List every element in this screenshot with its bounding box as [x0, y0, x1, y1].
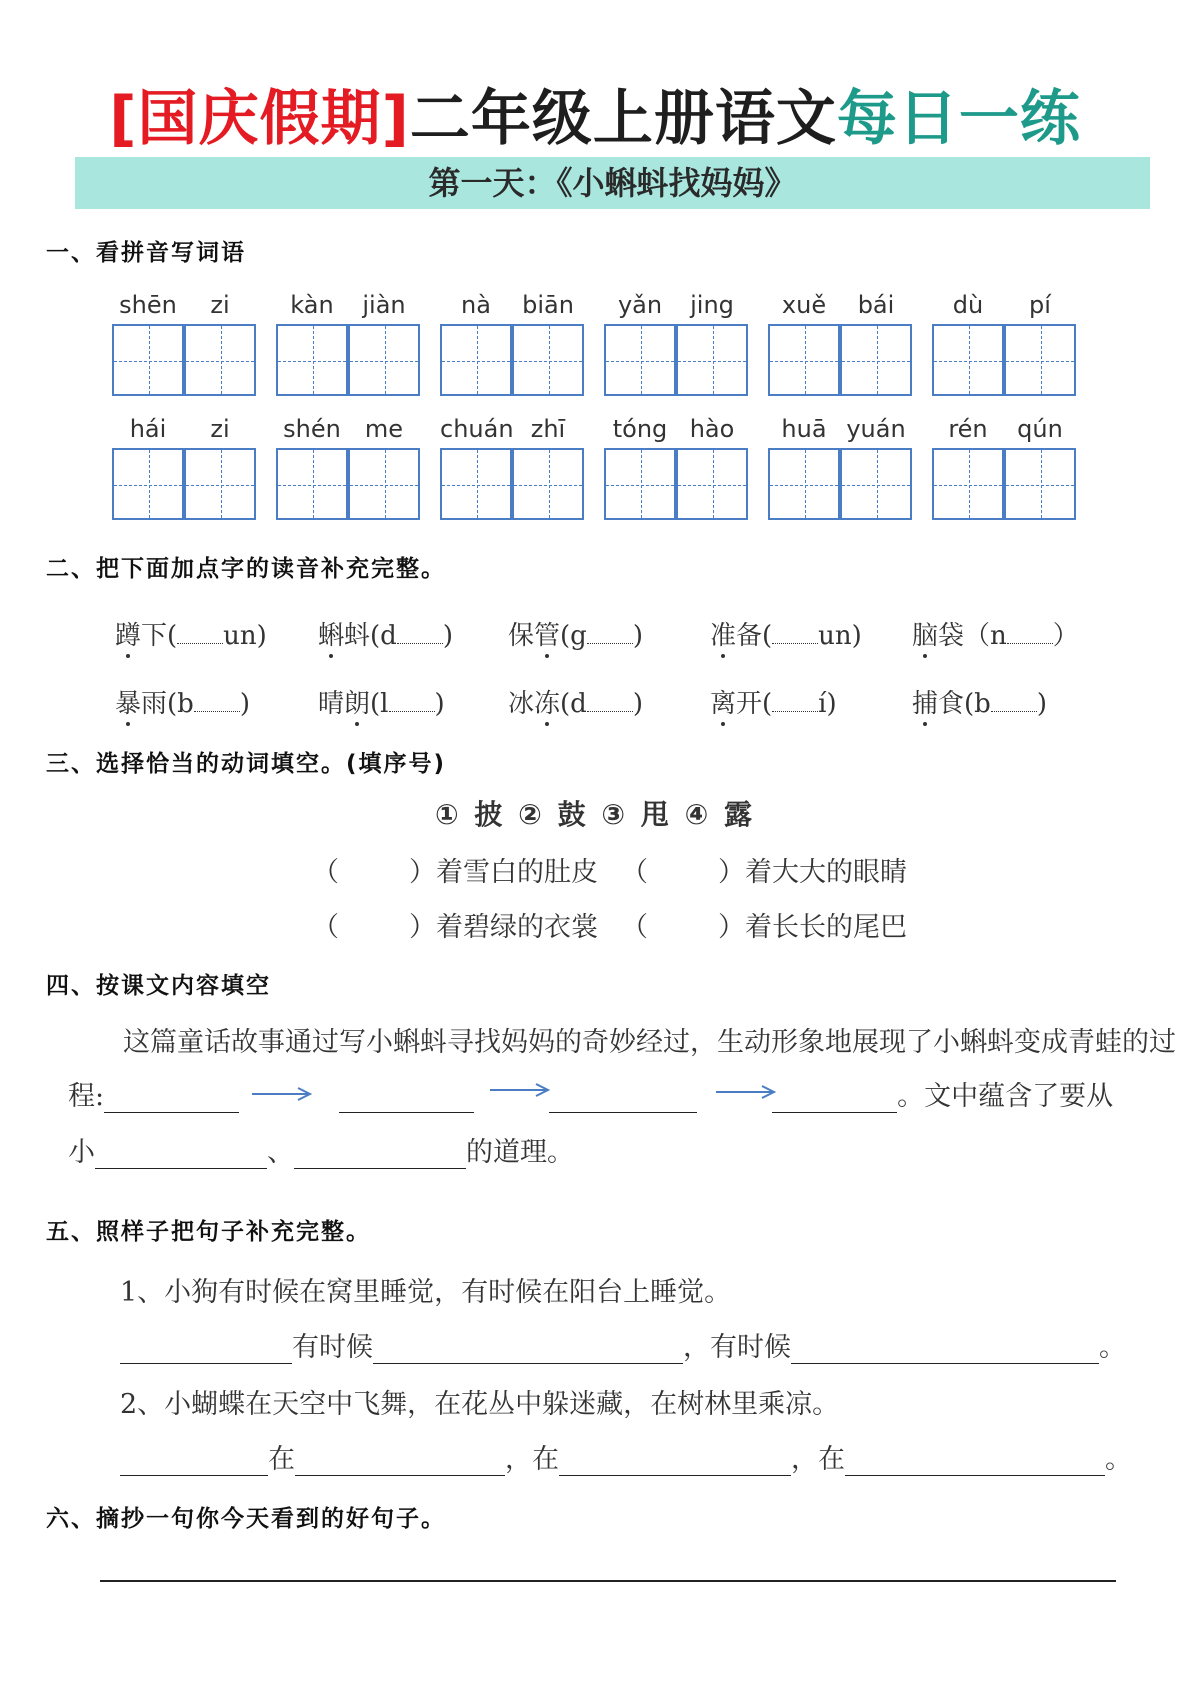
pronunciation-item [912, 615, 1079, 652]
pinyin-suffix: ) [632, 621, 643, 651]
dotted-char: 捕 [912, 683, 938, 720]
pinyin-label: tóng [612, 415, 668, 443]
stage-blank-1[interactable] [104, 1084, 239, 1113]
stage-blank-2[interactable] [339, 1084, 474, 1113]
writing-box[interactable] [1004, 448, 1076, 520]
writing-box[interactable] [932, 324, 1004, 396]
page-title [0, 84, 1190, 154]
dotted-char: 朗 [344, 683, 370, 720]
verb-blank-4[interactable] [621, 905, 907, 944]
pinyin-blank[interactable] [772, 621, 818, 644]
writing-box[interactable] [768, 324, 840, 396]
pronunciation-item [318, 683, 445, 720]
pinyin-label: zi [210, 291, 230, 319]
pinyin-label: jing [690, 291, 734, 319]
writing-box[interactable] [276, 324, 348, 396]
verb-item-2: ）着大大的眼睛 [718, 857, 907, 888]
verb-blank-4-open: （ [621, 912, 648, 943]
dotted-char: 准 [710, 615, 736, 652]
pinyin-label: rén [948, 415, 988, 443]
pinyin-blank[interactable] [389, 689, 435, 712]
pronunciation-item [912, 683, 1047, 720]
story-line-3 [68, 1130, 574, 1168]
example-sentence-1: 1、小狗有时候在窝里睡觉，有时候在阳台上睡觉。 [120, 1277, 732, 1308]
pinyin-label: biān [522, 291, 574, 319]
dotted-char: 冻 [534, 683, 560, 720]
section-1-heading: 一、看拼音写词语 [46, 240, 246, 266]
lesson-blank-2[interactable] [294, 1140, 466, 1169]
section-2-heading: 二、把下面加点字的读音补充完整。 [46, 556, 446, 582]
word-char: 雨(b [141, 689, 194, 719]
pinyin-suffix: ) [1036, 689, 1047, 719]
pinyin-label: dù [952, 291, 984, 319]
sentence1-blank-1[interactable] [120, 1335, 292, 1364]
writing-box[interactable] [440, 448, 512, 520]
writing-box[interactable] [768, 448, 840, 520]
dotted-char: 蝌 [318, 615, 344, 652]
pinyin-suffix: ) [442, 621, 453, 651]
word-char: (d [560, 689, 587, 719]
stage-blank-3[interactable] [549, 1084, 697, 1113]
pronunciation-item [115, 615, 267, 652]
pinyin-label: huā [781, 415, 827, 443]
fill-sentence-2 [120, 1437, 1132, 1475]
writing-box[interactable] [932, 448, 1004, 520]
fill1-mid1: 有时候 [292, 1332, 373, 1363]
pronunciation-item [508, 683, 643, 720]
pronunciation-item [710, 615, 862, 652]
stage-blank-4[interactable] [772, 1084, 897, 1113]
story-line-3-start: 小 [68, 1137, 95, 1168]
writing-box[interactable] [840, 324, 912, 396]
pinyin-blank[interactable] [1007, 621, 1053, 644]
sentence2-blank-2[interactable] [295, 1447, 505, 1476]
dotted-char: 离 [710, 683, 736, 720]
story-line-2 [68, 1074, 1114, 1112]
section-4-heading: 四、按课文内容填空 [46, 973, 271, 999]
word-char: 蚪(d [344, 621, 397, 651]
story-line-2-end: 。文中蕴含了要从 [897, 1081, 1114, 1112]
writing-box[interactable] [512, 448, 584, 520]
sentence1-blank-3[interactable] [791, 1335, 1099, 1364]
pinyin-suffix: ) [632, 689, 643, 719]
pinyin-blank[interactable] [397, 621, 443, 644]
story-line-3-end: 的道理。 [466, 1137, 574, 1168]
fill2-end: 。 [1105, 1444, 1132, 1475]
pinyin-blank[interactable] [587, 621, 633, 644]
fill1-end: 。 [1099, 1332, 1126, 1363]
pinyin-label: hào [689, 415, 735, 443]
writing-box[interactable] [276, 448, 348, 520]
pinyin-label: pí [1029, 291, 1051, 319]
writing-box[interactable] [604, 324, 676, 396]
pinyin-label: hái [129, 415, 167, 443]
pinyin-label: nà [461, 291, 491, 319]
word-char: 袋（n [938, 621, 1007, 651]
verb-item-3: ）着碧绿的衣裳 [409, 912, 598, 943]
sentence2-blank-4[interactable] [845, 1447, 1105, 1476]
writing-box[interactable] [184, 448, 256, 520]
writing-box[interactable] [604, 448, 676, 520]
section-6-heading: 六、摘抄一句你今天看到的好句子。 [46, 1506, 446, 1532]
word-char: 备( [736, 621, 773, 651]
section-3-heading: 三、选择恰当的动词填空。(填序号) [46, 751, 447, 777]
pinyin-label: zhī [530, 415, 566, 443]
word-char: 晴 [318, 689, 345, 719]
section-5-heading: 五、照样子把句子补充完整。 [46, 1219, 371, 1245]
dotted-char: 脑 [912, 615, 938, 652]
pinyin-suffix: un) [223, 621, 267, 651]
pinyin-blank[interactable] [772, 689, 818, 712]
word-char: 下( [141, 621, 178, 651]
writing-box[interactable] [676, 448, 748, 520]
word-char: 保 [508, 621, 535, 651]
pinyin-suffix: ) [434, 689, 445, 719]
pinyin-label: shén [283, 415, 341, 443]
pinyin-suffix: í) [818, 689, 837, 719]
fill-sentence-1 [120, 1325, 1126, 1363]
verb-blank-3[interactable] [312, 905, 598, 944]
writing-box[interactable] [440, 324, 512, 396]
writing-box[interactable] [184, 324, 256, 396]
pinyin-label: xuě [781, 291, 827, 319]
title-part-grade: 二年级上册语文 [409, 84, 837, 154]
pinyin-label: yuán [846, 415, 906, 443]
pinyin-label: yǎn [617, 291, 663, 319]
title-part-daily: 每日一练 [836, 84, 1081, 154]
writing-box[interactable] [1004, 324, 1076, 396]
pinyin-label: bái [857, 291, 895, 319]
verb-blank-2-open: （ [621, 857, 648, 888]
subtitle: 第一天：《小蝌蚪找妈妈》 [428, 164, 797, 202]
verb-blank-1[interactable] [312, 850, 598, 889]
word-char: 食(b [938, 689, 991, 719]
pinyin-suffix: ） [1052, 621, 1079, 651]
sentence2-blank-1[interactable] [120, 1447, 268, 1476]
word-char: (l [370, 689, 389, 719]
verb-blank-2[interactable] [621, 850, 907, 889]
pinyin-label: me [364, 415, 404, 443]
writing-box[interactable] [840, 448, 912, 520]
dotted-char: 暴 [115, 683, 141, 720]
pinyin-blank[interactable] [177, 621, 223, 644]
title-part-holiday: [国庆假期] [109, 84, 410, 154]
copy-sentence-line[interactable] [100, 1580, 1116, 1582]
pinyin-label: qún [1017, 415, 1063, 443]
pronunciation-item [710, 683, 837, 720]
pinyin-label: kàn [290, 291, 334, 319]
pinyin-suffix: un) [818, 621, 862, 651]
dotted-char: 蹲 [115, 615, 141, 652]
writing-box[interactable] [512, 324, 584, 396]
word-char: 开( [736, 689, 773, 719]
pinyin-label: zi [210, 415, 230, 443]
writing-box[interactable] [676, 324, 748, 396]
pinyin-blank[interactable] [587, 689, 633, 712]
verb-item-1: ）着雪白的肚皮 [409, 857, 598, 888]
pinyin-blank[interactable] [194, 689, 240, 712]
pinyin-label: jiàn [362, 291, 406, 319]
pronunciation-item [508, 615, 643, 652]
pronunciation-item [318, 615, 453, 652]
story-line-2-start: 程: [68, 1081, 105, 1112]
pronunciation-item [115, 683, 250, 720]
word-char: 冰 [508, 689, 535, 719]
verb-blank-1-open: （ [312, 857, 339, 888]
sentence1-blank-2[interactable] [373, 1335, 683, 1364]
arrow-right-icon [714, 1082, 778, 1102]
pinyin-blank[interactable] [991, 689, 1037, 712]
lesson-blank-1[interactable] [95, 1140, 267, 1169]
arrow-right-icon [250, 1084, 314, 1104]
writing-box[interactable] [348, 448, 420, 520]
fill2-mid2: ，在 [505, 1444, 559, 1475]
verb-blank-3-open: （ [312, 912, 339, 943]
writing-box[interactable] [112, 448, 184, 520]
pinyin-suffix: ) [239, 689, 250, 719]
verb-options: ① 披 ② 鼓 ③ 甩 ④ 露 [434, 798, 756, 831]
dotted-char: 管 [534, 615, 560, 652]
writing-box[interactable] [348, 324, 420, 396]
fill1-mid2: ，有时候 [683, 1332, 791, 1363]
story-line-1: 这篇童话故事通过写小蝌蚪寻找妈妈的奇妙经过，生动形象地展现了小蝌蚪变成青蛙的过 [123, 1027, 1176, 1058]
fill2-mid3: ，在 [791, 1444, 845, 1475]
verb-item-4: ）着长长的尾巴 [718, 912, 907, 943]
pinyin-label: chuán [440, 415, 514, 443]
sentence2-blank-3[interactable] [559, 1447, 791, 1476]
fill2-mid1: 在 [268, 1444, 295, 1475]
pinyin-label: shēn [119, 291, 177, 319]
word-char: (g [560, 621, 587, 651]
arrow-right-icon [488, 1080, 552, 1100]
story-line-3-mid: 、 [267, 1137, 294, 1168]
example-sentence-2: 2、小蝴蝶在天空中飞舞，在花丛中躲迷藏，在树林里乘凉。 [120, 1389, 840, 1420]
writing-box[interactable] [112, 324, 184, 396]
